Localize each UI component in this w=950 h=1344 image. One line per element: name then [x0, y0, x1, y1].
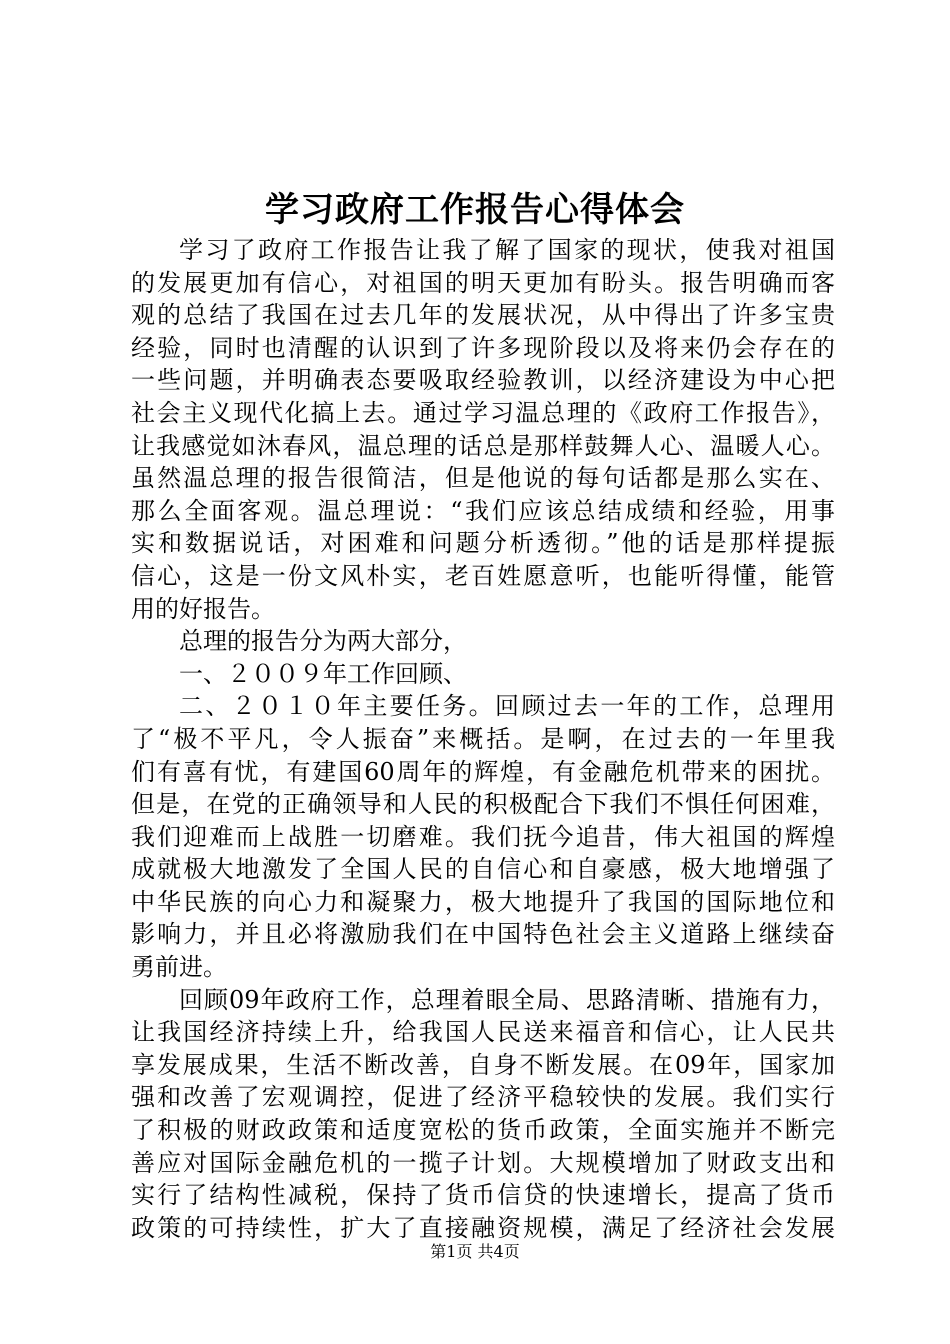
body-line: 政策的可持续性，扩大了直接融资规模，满足了经济社会发展 [131, 1213, 835, 1242]
body-line: 勇前进。 [131, 953, 227, 982]
body-line: 经验，同时也清醒的认识到了许多现阶段以及将来仍会存在的 [131, 333, 835, 362]
body-line: 我们迎难而上战胜一切磨难。我们抚今追昔，伟大祖国的辉煌 [131, 822, 835, 851]
body-line: 让我国经济持续上升，给我国人民送来福音和信心，让人民共 [131, 1018, 835, 1047]
body-line: 善应对国际金融危机的一揽子计划。大规模增加了财政支出和 [131, 1148, 835, 1177]
body-line: 观的总结了我国在过去几年的发展状况，从中得出了许多宝贵 [131, 301, 835, 330]
body-line: 们有喜有忧，有建国60周年的辉煌，有金融危机带来的困扰。 [131, 757, 835, 786]
page-footer: 第1页 共4页 [430, 1242, 520, 1261]
document-body [131, 234, 835, 1244]
body-line: 实和数据说话，对困难和问题分析透彻。”他的话是那样提振 [131, 529, 835, 558]
body-line: 强和改善了宏观调控，促进了经济平稳较快的发展。我们实行 [131, 1083, 835, 1112]
body-line: 实行了结构性减税，保持了货币信贷的快速增长，提高了货币 [131, 1181, 835, 1210]
body-line: 用的好报告。 [131, 594, 275, 623]
body-line: 成就极大地激发了全国人民的自信心和自豪感，极大地增强了 [131, 855, 835, 884]
body-line: 影响力，并且必将激励我们在中国特色社会主义道路上继续奋 [131, 920, 835, 949]
body-line: 中华民族的向心力和凝聚力，极大地提升了我国的国际地位和 [131, 887, 835, 916]
body-line: 二、２０１０年主要任务。回顾过去一年的工作，总理用 [179, 692, 835, 721]
document-title: 学习政府工作报告心得体会 [265, 190, 685, 230]
body-line: 但是，在党的正确领导和人民的积极配合下我们不惧任何困难， [131, 790, 835, 819]
body-line: 回顾09年政府工作，总理着眼全局、思路清晰、措施有力， [179, 985, 835, 1014]
body-line: 享发展成果，生活不断改善，自身不断发展。在09年，国家加 [131, 1050, 835, 1079]
body-line: 信心，这是一份文风朴实，老百姓愿意听，也能听得懂，能管 [131, 561, 835, 590]
body-line: 一些问题，并明确表态要吸取经验教训，以经济建设为中心把 [131, 366, 835, 395]
body-line: 学习了政府工作报告让我了解了国家的现状，使我对祖国 [179, 236, 835, 264]
body-line: 一、２００９年工作回顾、 [179, 659, 467, 688]
body-line: 总理的报告分为两大部分， [179, 627, 467, 656]
body-line: 了积极的财政政策和适度宽松的货币政策，全面实施并不断完 [131, 1116, 835, 1145]
body-line: 了“极不平凡，令人振奋”来概括。是啊，在过去的一年里我 [131, 724, 835, 753]
body-line: 那么全面客观。温总理说：“我们应该总结成绩和经验，用事 [131, 496, 835, 525]
body-line: 的发展更加有信心，对祖国的明天更加有盼头。报告明确而客 [131, 268, 835, 297]
body-line: 让我感觉如沐春风，温总理的话总是那样鼓舞人心、温暖人心。 [131, 431, 835, 460]
body-line: 社会主义现代化搞上去。通过学习温总理的《政府工作报告》， [131, 398, 835, 427]
body-line: 虽然温总理的报告很简洁，但是他说的每句话都是那么实在、 [131, 464, 835, 493]
